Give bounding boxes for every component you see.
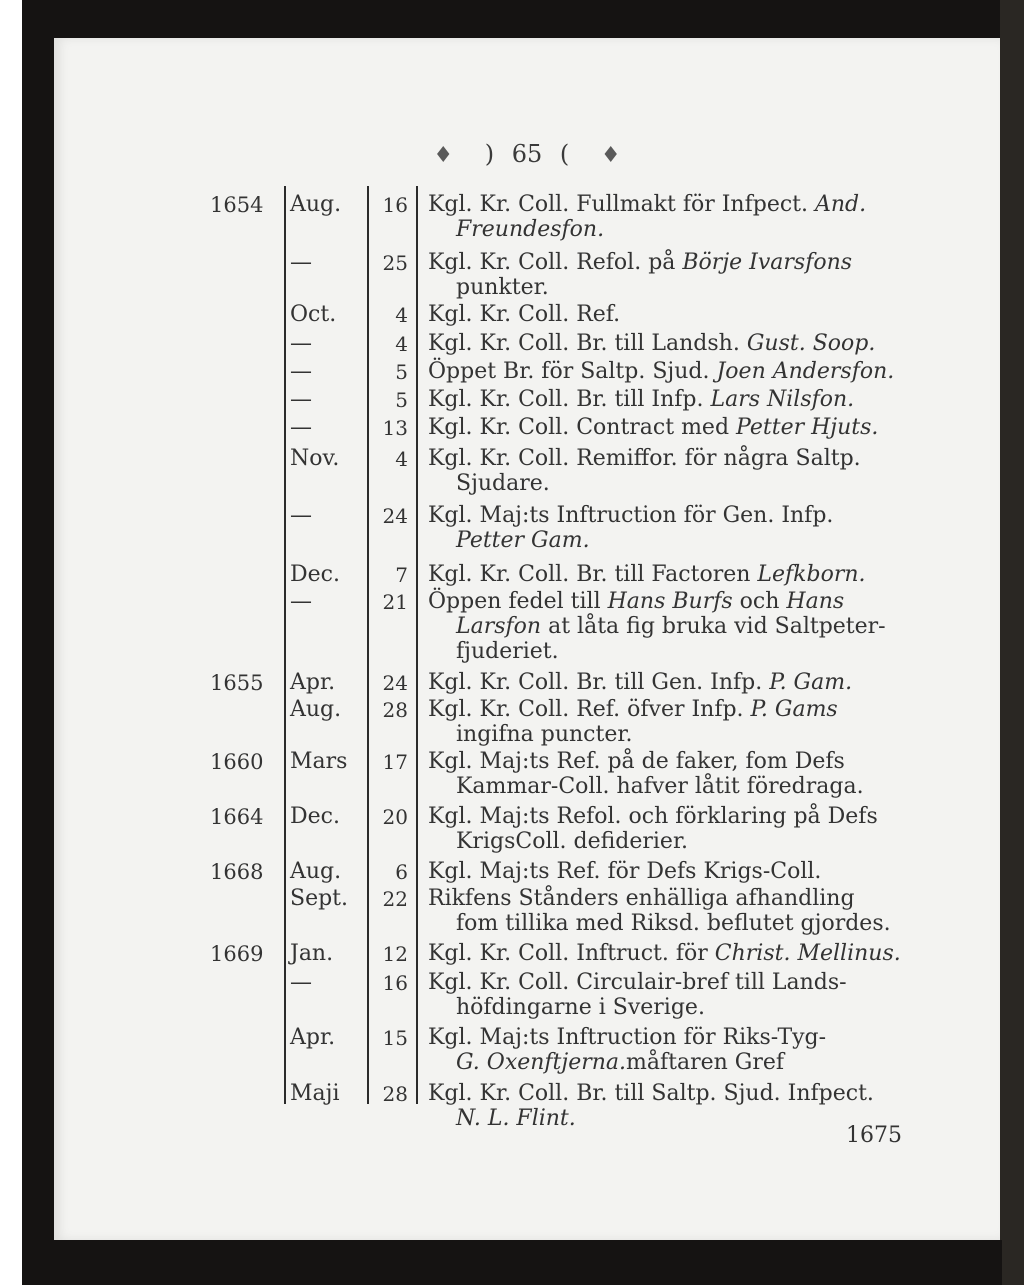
entry-continuation [428, 614, 956, 640]
scanner-frame-bottom [22, 1240, 1002, 1285]
entry-text-italic: Petter Hjuts. [736, 415, 879, 440]
entry-text-italic: Börje Ivarsfons [682, 250, 853, 275]
entry-month-text: — [290, 250, 312, 275]
entry-day-text: 5 [395, 388, 408, 412]
entry-month-text: Maji [290, 1081, 340, 1106]
entry-day-text: 4 [395, 303, 408, 327]
entry-day-text: 20 [382, 805, 408, 829]
entry-day-text: 7 [395, 563, 408, 587]
entry-continuation-italic: Petter Gam. [456, 528, 590, 553]
entry-day-text: 21 [382, 590, 408, 614]
entry-day-text: 28 [382, 698, 408, 722]
entry-month-text: Apr. [290, 1025, 336, 1050]
entry-day-text: 12 [382, 942, 408, 966]
entry-month-text: Mars [290, 749, 348, 774]
entry-month-text: Nov. [290, 446, 340, 471]
entry-text-roman-2: och [732, 589, 787, 614]
entry-text-roman: Kgl. Kr. Coll. Contract med [428, 415, 737, 440]
entry-line1 [54, 589, 1000, 615]
entry-text-italic: P. Gams [750, 697, 838, 722]
entry-line2 [54, 528, 1000, 554]
entry-day-text: 17 [382, 750, 408, 774]
ornament-left-icon: ♦ [433, 143, 454, 168]
entry-text-roman: Kgl. Maj:ts Inftruction för Gen. Infp. [428, 503, 834, 528]
entry-continuation [428, 471, 956, 497]
entry-text-roman: Öppen fedel till [428, 589, 608, 614]
entry-text [428, 302, 928, 328]
catchword: 1675 [846, 1123, 902, 1148]
entry-text [428, 359, 928, 385]
entry-text [428, 1081, 928, 1107]
entry-text-italic: Hans Burfs [607, 589, 733, 614]
entry-text-roman: Kgl. Kr. Coll. Remiffor. för några Saltp. [428, 446, 861, 471]
entry-day-text: 15 [382, 1026, 408, 1050]
entry-line1 [54, 1025, 1000, 1051]
entry-month-text: — [290, 415, 312, 440]
entry-month-text: — [290, 589, 312, 614]
scanner-frame-left [22, 0, 54, 1285]
entry-line2 [54, 774, 1000, 800]
entry-continuation [428, 911, 956, 937]
entry-continuation [428, 995, 956, 1021]
entry-continuation [428, 1050, 956, 1076]
entry-text-italic: Christ. Mellinus. [714, 941, 901, 966]
entry-text [428, 670, 928, 696]
entry-day-text: 28 [382, 1082, 408, 1106]
entry-text-roman: Rikfens Stånders enhälliga afhandling [428, 886, 855, 911]
entry-continuation [428, 829, 956, 855]
entry-text [428, 250, 928, 276]
entry-continuation-roman: at låta fig bruka vid Saltpeter- [541, 614, 886, 639]
entry-line1 [54, 503, 1000, 529]
entry-day-text: 13 [382, 416, 408, 440]
entry-text [428, 749, 928, 775]
entry-text-roman: Kgl. Maj:ts Ref. på de faker, fom Defs [428, 749, 845, 774]
entry-text-roman: Kgl. Kr. Coll. Circulair-bref till Lands- [428, 970, 847, 995]
entry-text-roman: Kgl. Kr. Coll. Br. till Landsh. [428, 331, 747, 356]
entry-continuation-italic: N. L. Flint. [456, 1106, 576, 1131]
entry-text-italic: Joen Andersfon. [716, 359, 895, 384]
entry-continuation-roman: fom tillika med Riksd. beflutet gjordes. [456, 911, 891, 936]
entry-month-text: Aug. [290, 697, 342, 722]
entry-day-text: 24 [382, 671, 408, 695]
entry-line2 [54, 614, 1000, 640]
entry-continuation-roman: Kammar-Coll. hafver låtit föredraga. [456, 774, 864, 799]
entry-text-roman: Kgl. Kr. Coll. Br. till Infp. [428, 387, 711, 412]
entry-line2 [54, 275, 1000, 301]
entry-month-text: Dec. [290, 562, 340, 587]
entry-text-roman: Kgl. Maj:ts Ref. för Defs Krigs-Coll. [428, 859, 822, 884]
entry-line2 [54, 722, 1000, 748]
entry-day-text: 5 [395, 360, 408, 384]
entry-month-text: — [290, 331, 312, 356]
entry-line1 [54, 886, 1000, 912]
entry-text [428, 415, 928, 441]
entry-line1 [54, 1081, 1000, 1107]
entry-month-text: Aug. [290, 192, 342, 217]
entry-text-italic: P. Gam. [769, 670, 853, 695]
entry-text-italic: And. [815, 192, 867, 217]
entry-line1 [54, 562, 1000, 588]
entry-month-text: — [290, 970, 312, 995]
entry-continuation-roman: ingifna puncter. [456, 722, 633, 747]
entry-continuation-2: fjuderiet. [456, 639, 559, 664]
entry-text [428, 1025, 928, 1051]
entry-text [428, 562, 928, 588]
page-header [54, 140, 1000, 180]
entry-line1 [54, 302, 1000, 328]
entry-text [428, 970, 928, 996]
entry-continuation [428, 774, 956, 800]
entry-continuation [428, 275, 956, 301]
entry-day-text: 16 [382, 971, 408, 995]
entry-line2 [54, 217, 1000, 243]
entry-text [428, 859, 928, 885]
entry-text [428, 387, 928, 413]
header-bracket-right: ( [559, 140, 570, 168]
entry-line1 [54, 446, 1000, 472]
entry-continuation-italic: Larsfon [456, 614, 542, 639]
book-page [54, 38, 1000, 1240]
entry-continuation-italic: G. Oxenftjerna. [456, 1050, 627, 1075]
entry-text-italic: Lefkborn. [757, 562, 866, 587]
entry-text [428, 331, 928, 357]
entry-text [428, 804, 928, 830]
entry-line1 [54, 331, 1000, 357]
entry-line2 [54, 995, 1000, 1021]
entry-text [428, 446, 928, 472]
entry-line3 [54, 639, 1000, 665]
ornament-right-icon: ♦ [600, 143, 621, 168]
entry-continuation-roman: höfdingarne i Sverige. [456, 995, 705, 1020]
entry-year-text: 1669 [210, 942, 264, 966]
entry-text-roman: Kgl. Kr. Coll. Br. till Gen. Infp. [428, 670, 770, 695]
entry-continuation-roman: måftaren Gref [626, 1050, 785, 1075]
entry-month-text: — [290, 387, 312, 412]
entry-year-text: 1655 [210, 671, 264, 695]
entry-text-roman: Kgl. Kr. Coll. Br. till Saltp. Sjud. Infpect. [428, 1081, 874, 1106]
page-number: 65 [511, 140, 543, 168]
entry-text [428, 941, 928, 967]
entry-line1 [54, 749, 1000, 775]
entry-text [428, 589, 928, 615]
entry-line2 [54, 829, 1000, 855]
entry-text-roman: Kgl. Maj:ts Refol. och förklaring på Defs [428, 804, 878, 829]
entry-month-text: Sept. [290, 886, 349, 911]
entry-line2 [54, 471, 1000, 497]
entry-text-roman: Kgl. Kr. Coll. Ref. [428, 302, 621, 327]
entry-year-text: 1668 [210, 860, 264, 884]
entry-line1 [54, 970, 1000, 996]
entry-day-text: 22 [382, 887, 408, 911]
entry-text-roman: Öppet Br. för Saltp. Sjud. [428, 359, 717, 384]
entry-continuation [428, 722, 956, 748]
header-bracket-left: ) [484, 140, 495, 168]
entry-year-text: 1660 [210, 750, 264, 774]
entry-day-text: 6 [395, 860, 408, 884]
entry-month-text: — [290, 359, 312, 384]
entry-month-text: Dec. [290, 804, 340, 829]
entry-continuation-italic: Freundesfon. [456, 217, 605, 242]
entry-text-italic-2: Hans [786, 589, 845, 614]
entry-continuation-roman: KrigsColl. defiderier. [456, 829, 689, 854]
entry-year-text: 1664 [210, 805, 264, 829]
entry-text-roman: Kgl. Kr. Coll. Refol. på [428, 250, 683, 275]
entry-text-roman: Kgl. Kr. Coll. Ref. öfver Infp. [428, 697, 751, 722]
entry-month-text: Apr. [290, 670, 336, 695]
entry-day-text: 25 [382, 251, 408, 275]
entry-day-text: 4 [395, 332, 408, 356]
entry-month-text: Aug. [290, 859, 342, 884]
entry-line1 [54, 192, 1000, 218]
entry-text [428, 192, 928, 218]
entry-line1 [54, 415, 1000, 441]
entry-line1 [54, 387, 1000, 413]
entry-text-italic: Gust. Soop. [746, 331, 876, 356]
entry-year-text: 1654 [210, 193, 264, 217]
entry-text [428, 886, 928, 912]
entry-line1 [54, 359, 1000, 385]
entry-continuation [428, 217, 956, 243]
entry-line1 [54, 804, 1000, 830]
entry-day-text: 4 [395, 447, 408, 471]
entry-text [428, 503, 928, 529]
entry-text-roman: Kgl. Kr. Coll. Inftruct. för [428, 941, 715, 966]
entry-text [428, 697, 928, 723]
entry-text-roman: Kgl. Kr. Coll. Br. till Factoren [428, 562, 758, 587]
entry-line1 [54, 859, 1000, 885]
entry-day-text: 16 [382, 193, 408, 217]
entry-text-roman: Kgl. Kr. Coll. Fullmakt för Infpect. [428, 192, 815, 217]
scanner-frame-right [1000, 0, 1024, 1285]
entry-day-text: 24 [382, 504, 408, 528]
entry-continuation [428, 528, 956, 554]
entry-text-roman: Kgl. Maj:ts Inftruction för Riks-Tyg- [428, 1025, 827, 1050]
entry-month-text: — [290, 503, 312, 528]
entry-line1 [54, 250, 1000, 276]
entry-month-text: Oct. [290, 302, 337, 327]
entry-line1 [54, 941, 1000, 967]
entry-month-text: Jan. [290, 941, 334, 966]
entry-line1 [54, 697, 1000, 723]
scanner-frame-top [22, 0, 1024, 38]
entry-line2 [54, 911, 1000, 937]
entry-line2 [54, 1050, 1000, 1076]
entry-text-italic: Lars Nilsfon. [710, 387, 855, 412]
entry-continuation-roman: Sjudare. [456, 471, 550, 496]
entry-line1 [54, 670, 1000, 696]
entry-continuation-roman: punkter. [456, 275, 549, 300]
